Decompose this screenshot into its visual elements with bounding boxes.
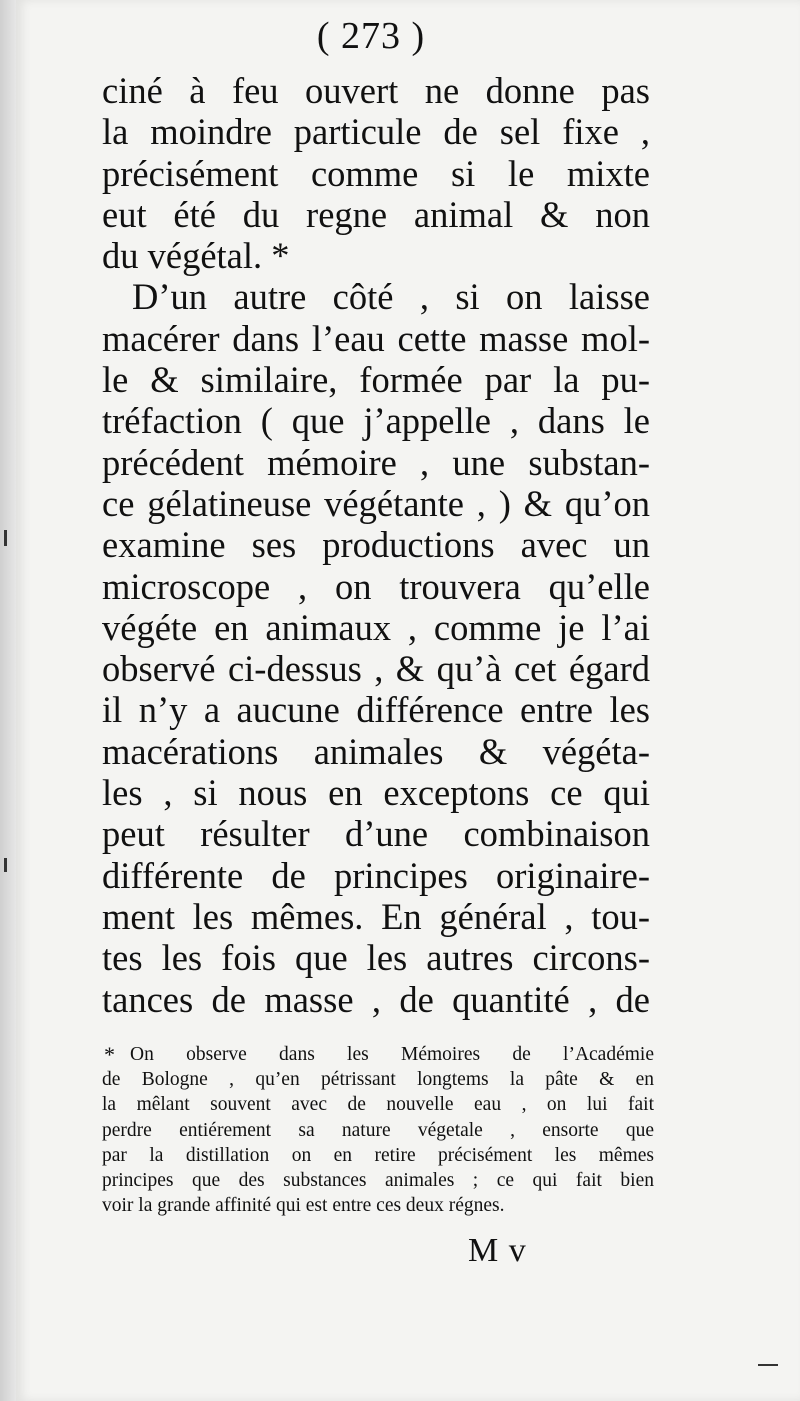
footnote-line: de Bologne , qu’en pétrissant longtems la pâte & en (102, 1069, 654, 1091)
body-line: examine ses productions avec un (102, 524, 650, 566)
margin-speck (4, 530, 7, 546)
body-line: précédent mémoire , une substan- (102, 441, 650, 483)
footnote-line (102, 1042, 654, 1067)
body-line: observé ci-dessus , & qu’à cet égard (102, 648, 650, 690)
body-line: tréfaction ( que j’appelle , dans le (102, 400, 650, 442)
body-line: macérer dans l’eau cette masse mol- (102, 317, 650, 359)
footnote-line: voir la grande affinité qui est entre ces deux régnes. (102, 1195, 505, 1217)
body-line: le & similaire, formée par la pu- (102, 359, 650, 401)
page-gutter-shadow (0, 0, 16, 1401)
body-line: ciné à feu ouvert ne donne pas (102, 70, 650, 111)
body-line: ment les mêmes. En général , tou- (102, 895, 650, 937)
margin-speck (758, 1364, 778, 1366)
body-line: il n’y a aucune différence entre les (102, 689, 650, 731)
body-line: ce gélatineuse végétante , ) & qu’on (102, 482, 650, 524)
body-line: tances de masse , de quantité , de (102, 978, 650, 1020)
footnote-line-text: On observe dans les Mémoires de l’Académie (130, 1044, 654, 1065)
book-page (16, 0, 800, 1401)
body-line: peut résulter d’une combinaison (102, 813, 650, 855)
body-line: la moindre particule de sel fixe , (102, 111, 650, 153)
signature-mark: M v (468, 1232, 527, 1269)
body-line: D’un autre côté , si on laisse (132, 276, 650, 318)
footnote-line: principes que des substances animales ; ce qui fait bien (102, 1169, 654, 1191)
footnote-line: par la distillation on en retire précisément les mêmes (102, 1144, 654, 1166)
body-line: microscope , on trouvera qu’elle (102, 565, 650, 607)
body-line: du végétal. * (102, 235, 290, 277)
body-text (102, 70, 650, 1020)
body-line: les , si nous en exceptons ce qui (102, 772, 650, 814)
page-number: ( 273 ) (316, 15, 426, 57)
body-line: différente de principes originaire- (102, 854, 650, 896)
body-line: eut été du regne animal & non (102, 193, 650, 235)
body-line: précisément comme si le mixte (102, 152, 650, 194)
footnote-line: la mêlant souvent avec de nouvelle eau , on lui fait (102, 1094, 654, 1116)
footnote (102, 1042, 654, 1218)
body-line: macérations animales & végéta- (102, 730, 650, 772)
footnote-mark: * (104, 1042, 115, 1067)
body-line: végéte en animaux , comme je l’ai (102, 606, 650, 648)
footnote-line: perdre entiérement sa nature végetale , ensorte que (102, 1119, 654, 1141)
body-line: tes les fois que les autres circons- (102, 937, 650, 979)
margin-speck (4, 858, 7, 872)
